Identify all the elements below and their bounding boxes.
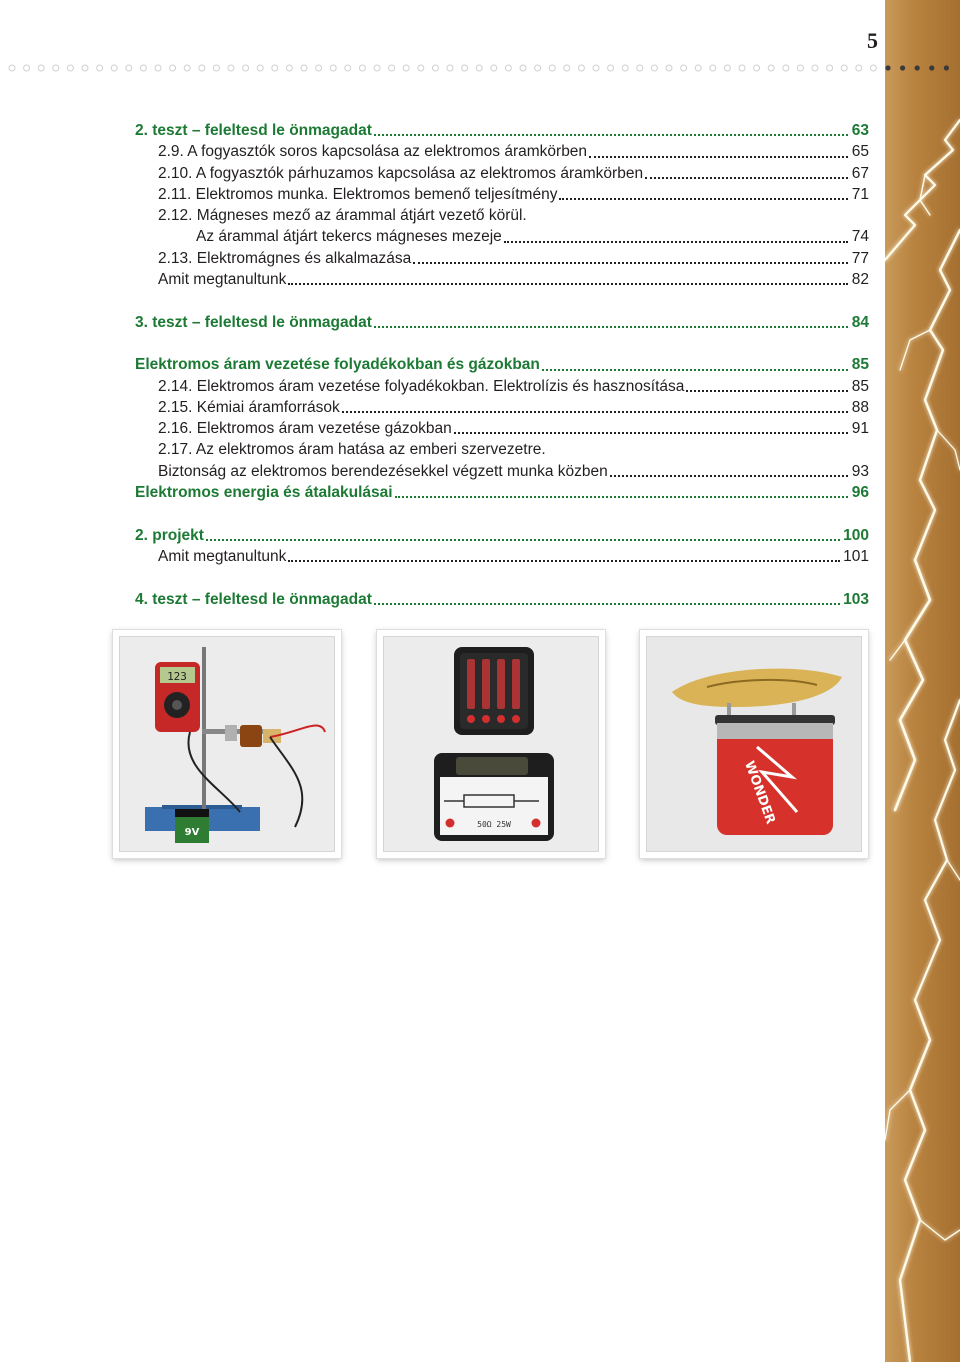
toc-dot-leader	[559, 196, 848, 200]
header-dot	[666, 65, 672, 71]
toc-entry-title: 2.14. Elektromos áram vezetése folyadékokban. Elektrolízis és hasznosítása	[158, 377, 685, 395]
header-dot	[67, 65, 73, 71]
header-dot	[915, 65, 920, 70]
toc-entry-page: 93	[851, 462, 869, 480]
toc-gap	[135, 290, 869, 311]
toc-entry-title: 2. teszt – feleltesd le önmagadat	[135, 122, 372, 139]
header-dot	[403, 65, 409, 71]
header-dot	[783, 65, 789, 71]
header-dot	[257, 65, 263, 71]
header-dot	[637, 65, 643, 71]
header-dot	[82, 65, 88, 71]
header-dot	[24, 65, 30, 71]
toc-entry-page: 100	[843, 526, 869, 544]
toc-entry-page: 91	[851, 420, 869, 438]
toc-entry-page: 85	[851, 377, 869, 395]
toc-entry-title: 3. teszt – feleltesd le önmagadat	[135, 313, 372, 331]
header-dot	[505, 65, 511, 71]
header-dot	[900, 65, 905, 70]
lightning-decoration	[885, 0, 960, 1362]
toc-entry-title: 4. teszt – feleltesd le önmagadat	[135, 590, 372, 608]
toc-entry-title: Amit megtanultunk	[158, 547, 287, 565]
header-dot	[243, 65, 249, 71]
header-dot	[608, 65, 614, 71]
toc-entry-title: Elektromos áram vezetése folyadékokban és gázokban	[135, 356, 540, 374]
header-dot	[432, 65, 438, 71]
header-dot	[389, 65, 395, 71]
toc-entry[interactable]	[135, 248, 869, 269]
toc-entry-page: 85	[851, 356, 869, 374]
header-dot	[885, 65, 890, 70]
toc-entry-title: 2.11. Elektromos munka. Elektromos bemenő teljesítmény	[158, 185, 558, 203]
toc-entry-title: Elektromos energia és átalakulásai	[135, 484, 393, 502]
toc-entry-page: 74	[851, 228, 869, 246]
header-dot	[768, 65, 774, 71]
header-dot	[578, 65, 584, 71]
toc-entry[interactable]	[135, 184, 869, 205]
header-dot	[593, 65, 599, 71]
header-dot	[622, 65, 628, 71]
toc-entry-page: 63	[851, 122, 869, 139]
header-dot	[111, 65, 117, 71]
header-dot	[126, 65, 132, 71]
header-dot	[97, 65, 103, 71]
toc-gap	[135, 567, 869, 588]
toc-entry[interactable]	[135, 482, 869, 503]
header-dot	[316, 65, 322, 71]
toc-entry-title: 2.13. Elektromágnes és alkalmazása	[158, 249, 412, 267]
toc-entry-page: 65	[851, 143, 869, 161]
header-dot	[549, 65, 555, 71]
toc-entry-title: Biztonság az elektromos berendezésekkel végzett munka közben	[158, 462, 608, 480]
header-dot	[739, 65, 745, 71]
header-dot	[213, 65, 219, 71]
toc-entry[interactable]	[135, 589, 869, 610]
toc-entry[interactable]	[135, 439, 869, 460]
toc-entry-page: 101	[843, 547, 869, 565]
header-dot	[520, 65, 526, 71]
toc-entry-title: 2.17. Az elektromos áram hatása az emberi szervezetre.	[158, 441, 546, 459]
toc-dot-leader	[288, 558, 840, 562]
header-dot	[286, 65, 292, 71]
toc-entry-page: 71	[851, 185, 869, 203]
header-dot	[797, 65, 803, 71]
header-dot	[155, 65, 161, 71]
toc-dot-leader	[589, 154, 848, 158]
toc-dot-leader	[342, 409, 848, 413]
toc-entry[interactable]	[135, 525, 869, 546]
toc-entry[interactable]	[135, 120, 869, 141]
multimeter-display: 123	[167, 670, 187, 683]
toc-dot-leader	[374, 601, 840, 605]
toc-dot-leader	[288, 281, 848, 285]
photo-multimeter-experiment	[113, 630, 341, 858]
toc-dot-leader	[395, 494, 848, 498]
battery-label: 9V	[184, 827, 200, 838]
toc-entry[interactable]	[135, 141, 869, 162]
header-dot	[812, 65, 818, 71]
toc-entry-title: Amit megtanultunk	[158, 271, 287, 289]
toc-entry-title: Az árammal átjárt tekercs mágneses mezeje	[196, 228, 502, 246]
header-dot	[856, 65, 862, 71]
toc-dot-leader	[374, 324, 848, 328]
toc-entry-title: 2. projekt	[135, 526, 204, 544]
header-dot	[944, 65, 949, 70]
header-dot	[462, 65, 468, 71]
dotted-header-rule	[0, 62, 960, 74]
toc-entry[interactable]	[135, 312, 869, 333]
header-dot	[827, 65, 833, 71]
toc-entry-title: 2.10. A fogyasztók párhuzamos kapcsolása az elektromos áramkörben	[158, 164, 644, 182]
header-dot	[53, 65, 59, 71]
toc-entry-page: 82	[851, 271, 869, 289]
header-dot	[870, 65, 876, 71]
table-of-contents	[135, 120, 869, 610]
toc-dot-leader	[206, 537, 840, 541]
toc-dot-leader	[645, 175, 848, 179]
toc-entry-title: 2.12. Mágneses mező az árammal átjárt vezető körül.	[158, 207, 527, 225]
header-dot	[651, 65, 657, 71]
toc-entry[interactable]	[135, 546, 869, 567]
header-dot	[841, 65, 847, 71]
toc-entry-page: 96	[851, 484, 869, 502]
toc-entry[interactable]	[135, 226, 869, 247]
battery-brand: WONDER	[741, 759, 778, 827]
toc-entry[interactable]	[135, 461, 869, 482]
toc-entry[interactable]	[135, 205, 869, 226]
toc-entry-page: 77	[851, 249, 869, 267]
toc-entry-title: 2.9. A fogyasztók soros kapcsolása az elektromos áramkörben	[158, 143, 588, 161]
header-dot	[170, 65, 176, 71]
toc-entry[interactable]	[135, 418, 869, 439]
header-dot	[710, 65, 716, 71]
header-dot	[330, 65, 336, 71]
toc-entry[interactable]	[135, 163, 869, 184]
toc-entry-page: 88	[851, 398, 869, 416]
toc-gap	[135, 333, 869, 354]
photo-resistors	[377, 630, 605, 858]
toc-dot-leader	[504, 239, 848, 243]
toc-entry-title: 2.16. Elektromos áram vezetése gázokban	[158, 420, 452, 438]
header-dot	[447, 65, 453, 71]
toc-entry-page: 103	[843, 590, 869, 608]
header-dot	[359, 65, 365, 71]
header-dot	[754, 65, 760, 71]
header-dot	[140, 65, 146, 71]
toc-entry-page: 67	[851, 164, 869, 182]
toc-dot-leader	[686, 388, 848, 392]
header-dot	[272, 65, 278, 71]
header-dot	[301, 65, 307, 71]
toc-entry-page: 84	[851, 313, 869, 331]
toc-entry[interactable]	[135, 354, 869, 375]
page-number: 5	[867, 28, 878, 53]
header-dot	[9, 65, 15, 71]
header-dot	[374, 65, 380, 71]
toc-gap	[135, 503, 869, 524]
photo-battery	[640, 630, 868, 858]
toc-entry-title: 2.15. Kémiai áramforrások	[158, 398, 340, 416]
toc-dot-leader	[454, 430, 848, 434]
toc-entry[interactable]	[135, 397, 869, 418]
header-dot	[38, 65, 44, 71]
toc-dot-leader	[413, 260, 848, 264]
header-dot	[199, 65, 205, 71]
header-dot	[491, 65, 497, 71]
header-dot	[418, 65, 424, 71]
toc-dot-leader	[610, 473, 848, 477]
toc-entry[interactable]	[135, 376, 869, 397]
header-dot	[695, 65, 701, 71]
header-dot	[345, 65, 351, 71]
resistor-label: 50Ω 25W	[477, 820, 511, 829]
toc-dot-leader	[374, 132, 848, 136]
toc-dot-leader	[542, 367, 848, 371]
header-dot	[476, 65, 482, 71]
header-dot	[929, 65, 934, 70]
header-dot	[681, 65, 687, 71]
header-dot	[564, 65, 570, 71]
toc-entry[interactable]	[135, 269, 869, 290]
header-dot	[724, 65, 730, 71]
header-dot	[535, 65, 541, 71]
header-dot	[228, 65, 234, 71]
decorative-side-strip	[885, 0, 960, 1362]
header-dot	[184, 65, 190, 71]
